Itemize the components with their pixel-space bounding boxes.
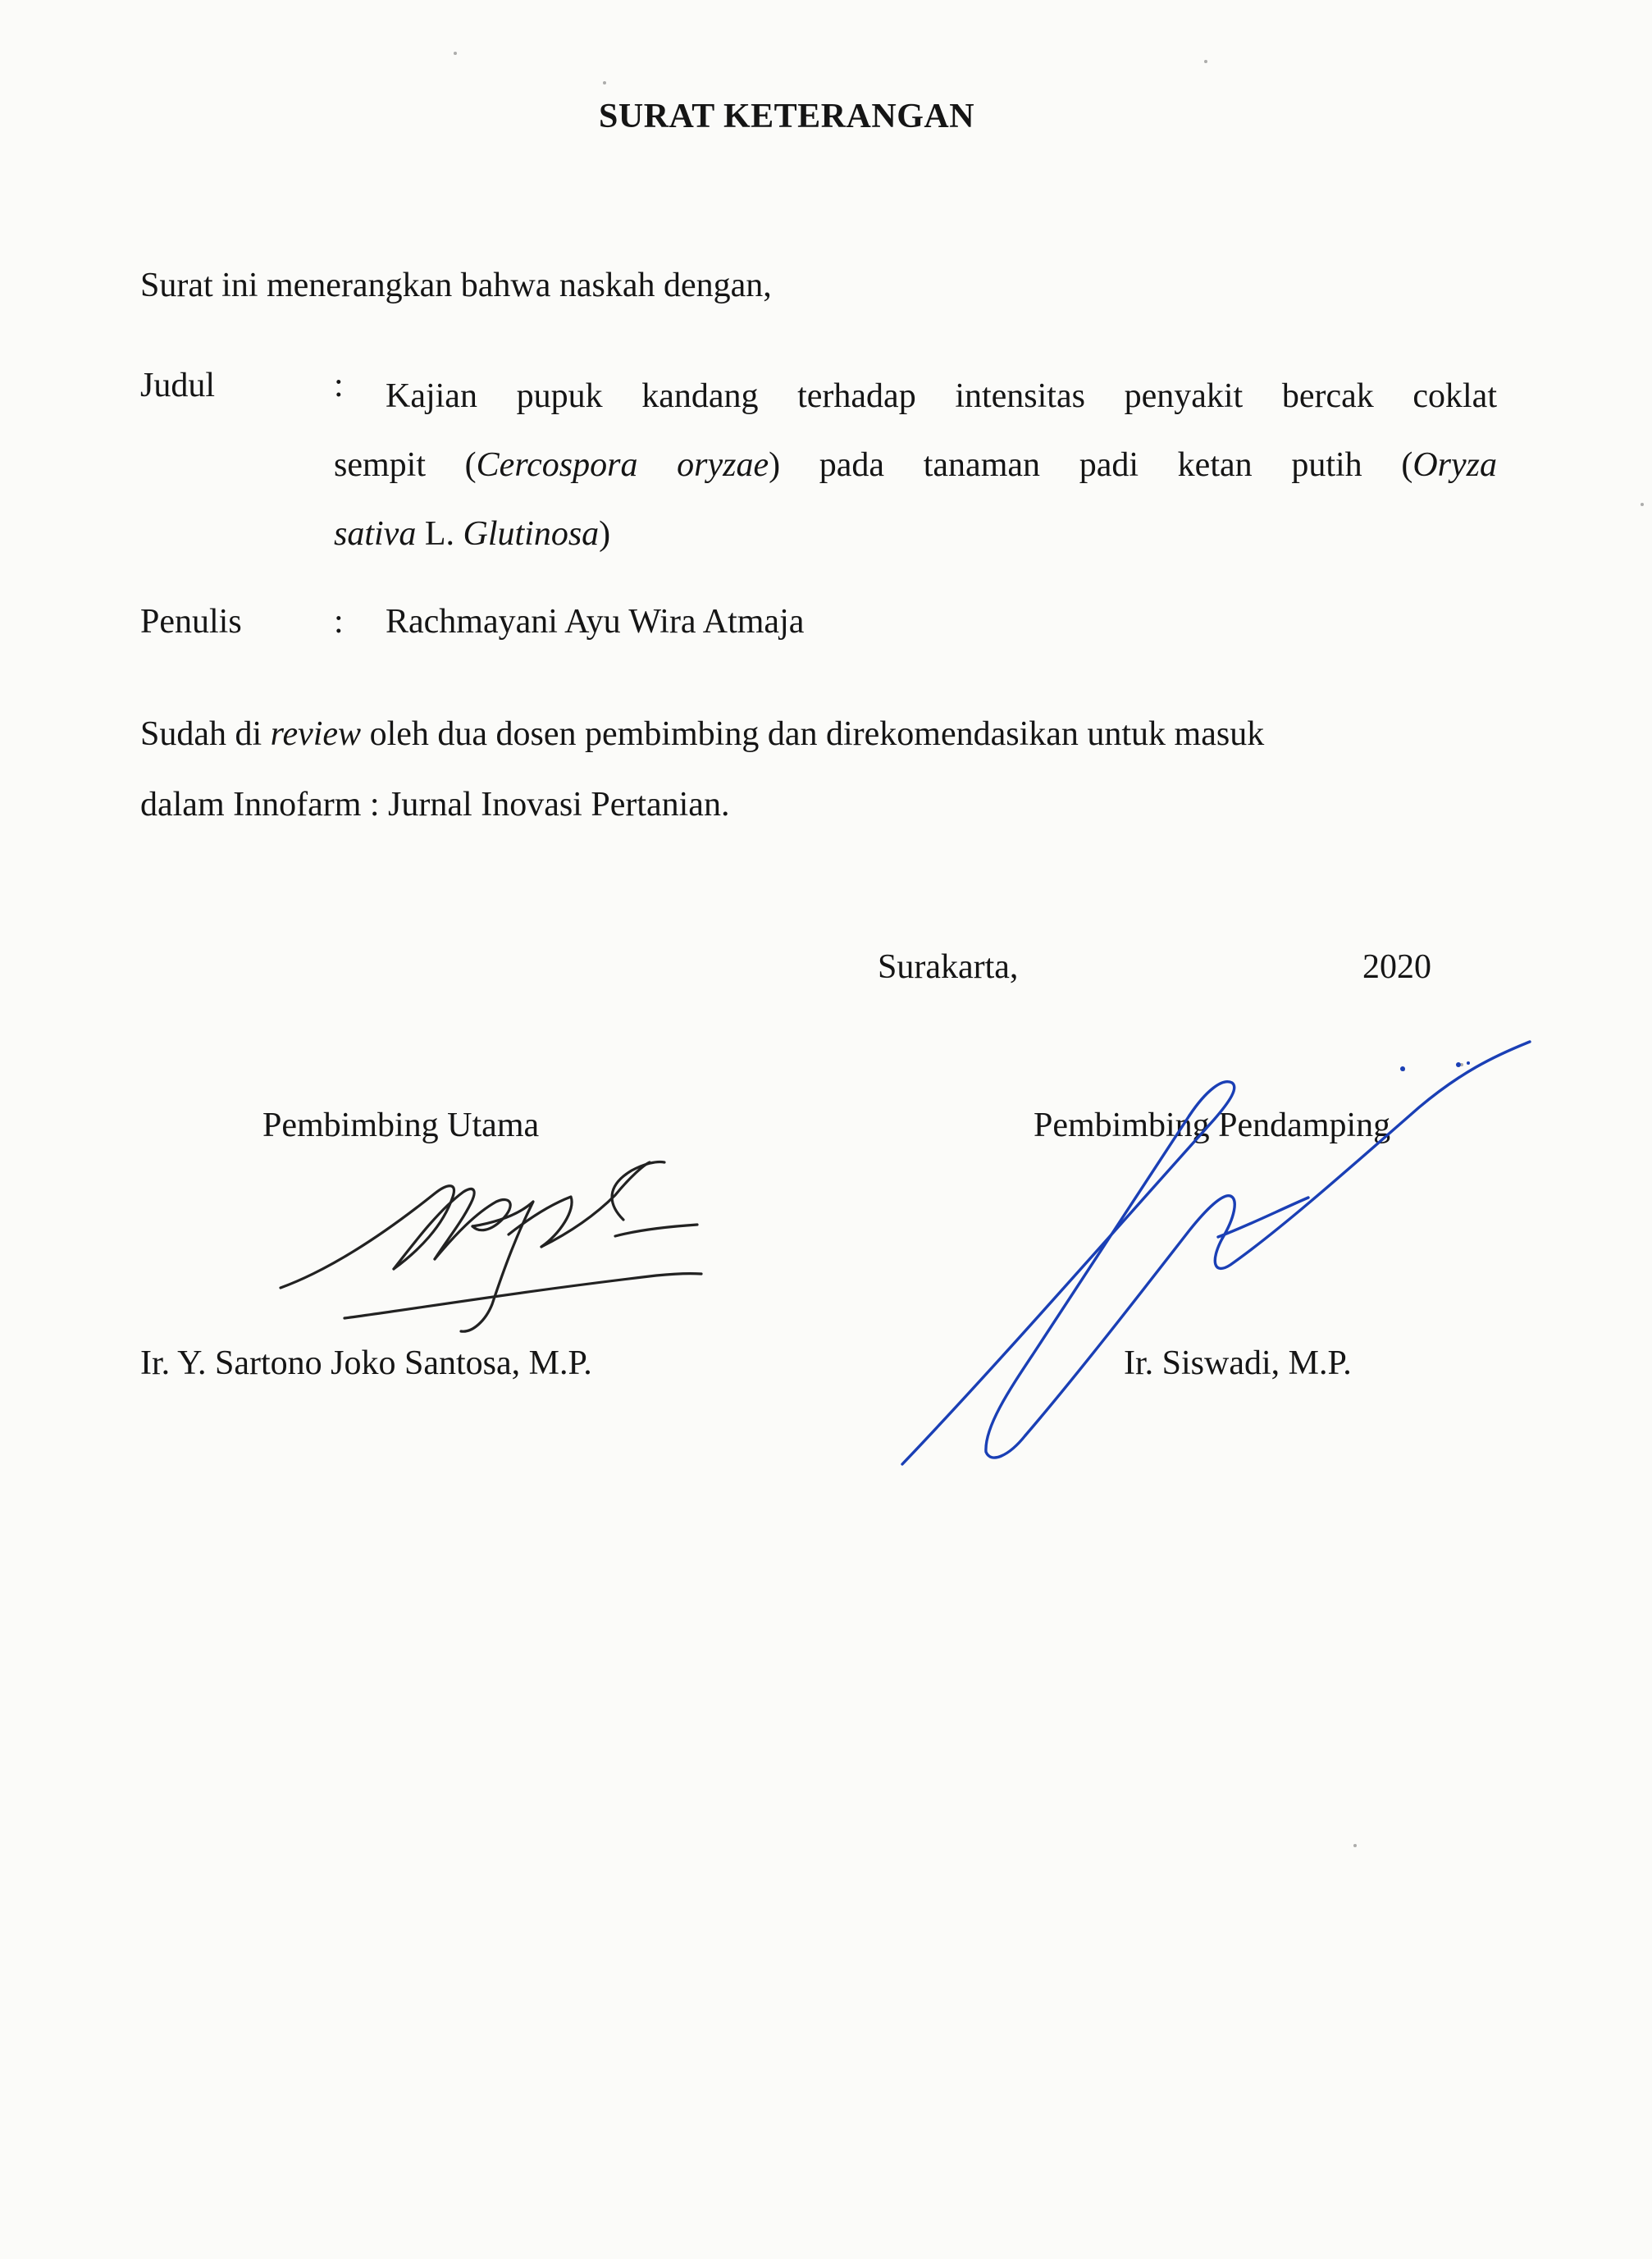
statement-paragraph xyxy=(140,699,1485,840)
signatory-name-main: Ir. Y. Sartono Joko Santosa, M.P. xyxy=(140,1344,592,1382)
signature-main-supervisor xyxy=(271,1144,714,1341)
penulis-value: Rachmayani Ayu Wira Atmaja xyxy=(386,603,805,641)
statement-text: oleh dua dosen pembimbing dan direkomendasikan untuk masuk xyxy=(361,715,1265,753)
judul-variety: Glutinosa xyxy=(463,515,600,553)
scan-speck xyxy=(1204,60,1207,63)
penulis-label: Penulis xyxy=(140,603,242,641)
judul-line-3 xyxy=(334,500,1497,568)
signatory-role-main: Pembimbing Utama xyxy=(262,1107,540,1144)
scan-speck xyxy=(603,81,606,84)
year: 2020 xyxy=(1362,948,1431,986)
judul-line-1: Kajian pupuk kandang terhadap intensitas penyakit bercak coklat xyxy=(386,377,1497,415)
judul-genus-name: Oryza xyxy=(1412,446,1498,484)
statement-text: Sudah di xyxy=(140,715,271,753)
judul-line-2 xyxy=(334,431,1497,500)
judul-species-name: Cercospora oryzae xyxy=(476,446,769,484)
statement-line-2: dalam Innofarm : Jurnal Inovasi Pertanian. xyxy=(140,786,730,824)
judul-value xyxy=(334,362,1498,568)
statement-review-word: review xyxy=(270,715,362,753)
signature-companion-supervisor xyxy=(894,1042,1550,1476)
judul-label: Judul xyxy=(140,367,216,404)
signatory-role-companion: Pembimbing Pendamping xyxy=(1034,1107,1391,1144)
signatory-name-companion: Ir. Siswadi, M.P. xyxy=(1124,1344,1352,1382)
judul-colon: : xyxy=(334,367,344,404)
judul-text: ) xyxy=(599,515,611,553)
judul-text: ) pada tanaman padi ketan putih ( xyxy=(769,446,1413,484)
intro-sentence: Surat ini menerangkan bahwa naskah dengan, xyxy=(140,267,772,304)
letter-title: SURAT KETERANGAN xyxy=(599,98,975,135)
statement-line-1 xyxy=(140,699,1485,769)
scan-speck xyxy=(1641,503,1644,506)
scan-speck xyxy=(1353,1844,1357,1847)
judul-epithet: sativa xyxy=(334,515,417,553)
place: Surakarta, xyxy=(878,948,1019,986)
judul-text: L. xyxy=(416,515,463,553)
judul-text: sempit ( xyxy=(334,446,477,484)
penulis-colon: : xyxy=(334,603,344,641)
scan-speck xyxy=(454,52,457,55)
